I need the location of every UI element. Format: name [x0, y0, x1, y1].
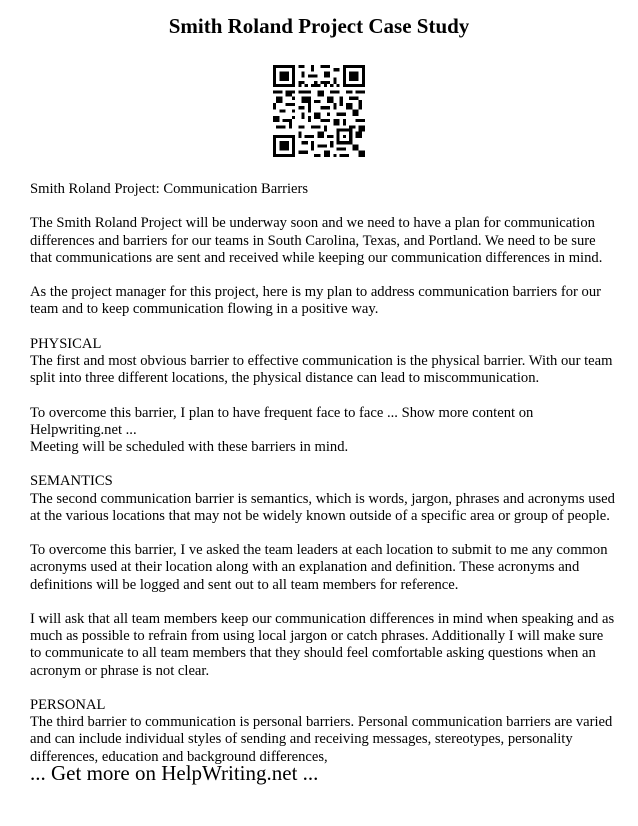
heading-physical: PHYSICAL	[30, 335, 102, 352]
paragraph-intro: The Smith Roland Project will be underway soon and we need to have a plan for communication differences and barriers for our teams in South Carolina, Texas, and Portland. We need to be sure that communications are sent and received while keeping our communication differences in mind.	[30, 215, 603, 266]
paragraph-physical-overcome: To overcome this barrier, I plan to have frequent face to face ... Show more content on Helpwriting.net ...	[30, 404, 534, 438]
paragraph-personal: The third barrier to communication is personal barriers. Personal communication barriers are varied and can include individual styles of sending and receiving messages, stereotypes, personality differences, education and background differences,	[30, 714, 613, 765]
paragraph-semantics-jargon: I will ask that all team members keep our communication differences in mind when speaking and as much as possible to refrain from using local jargon or catch phrases. Additionally I will make sure to communicate to all team members that they should feel comfortable asking questions when an acronym or phrase is not clear.	[30, 610, 615, 679]
document-body	[30, 181, 616, 783]
get-more-link[interactable]: ... Get more on HelpWriting.net ...	[30, 761, 319, 785]
paragraph-semantics-overcome: To overcome this barrier, I ve asked the team leaders at each location to submit to me any common acronyms used at their location along with an explanation and definition. These acronyms and definitions will be logged and sent out to all team members for reference.	[30, 542, 608, 593]
paragraph-subtitle: Smith Roland Project: Communication Barriers	[30, 181, 309, 197]
paragraph-plan: As the project manager for this project, here is my plan to address communication barriers for our team and to keep communication flowing in a positive way.	[30, 284, 602, 318]
paragraph-physical: The first and most obvious barrier to effective communication is the physical barrier. With our team split into three different locations, the physical distance can lead to miscommunication.	[30, 352, 613, 387]
qr-code-icon	[273, 65, 365, 157]
paragraph-semantics: The second communication barrier is semantics, which is words, jargon, phrases and acronyms used at the various locations that may not be widely known outside of a specific area or group of people.	[30, 490, 615, 524]
document-title: Smith Roland Project Case Study	[168, 14, 470, 38]
heading-personal: PERSONAL	[30, 696, 106, 713]
heading-semantics: SEMANTICS	[30, 473, 113, 490]
paragraph-physical-meeting: Meeting will be scheduled with these barriers in mind.	[30, 438, 349, 455]
